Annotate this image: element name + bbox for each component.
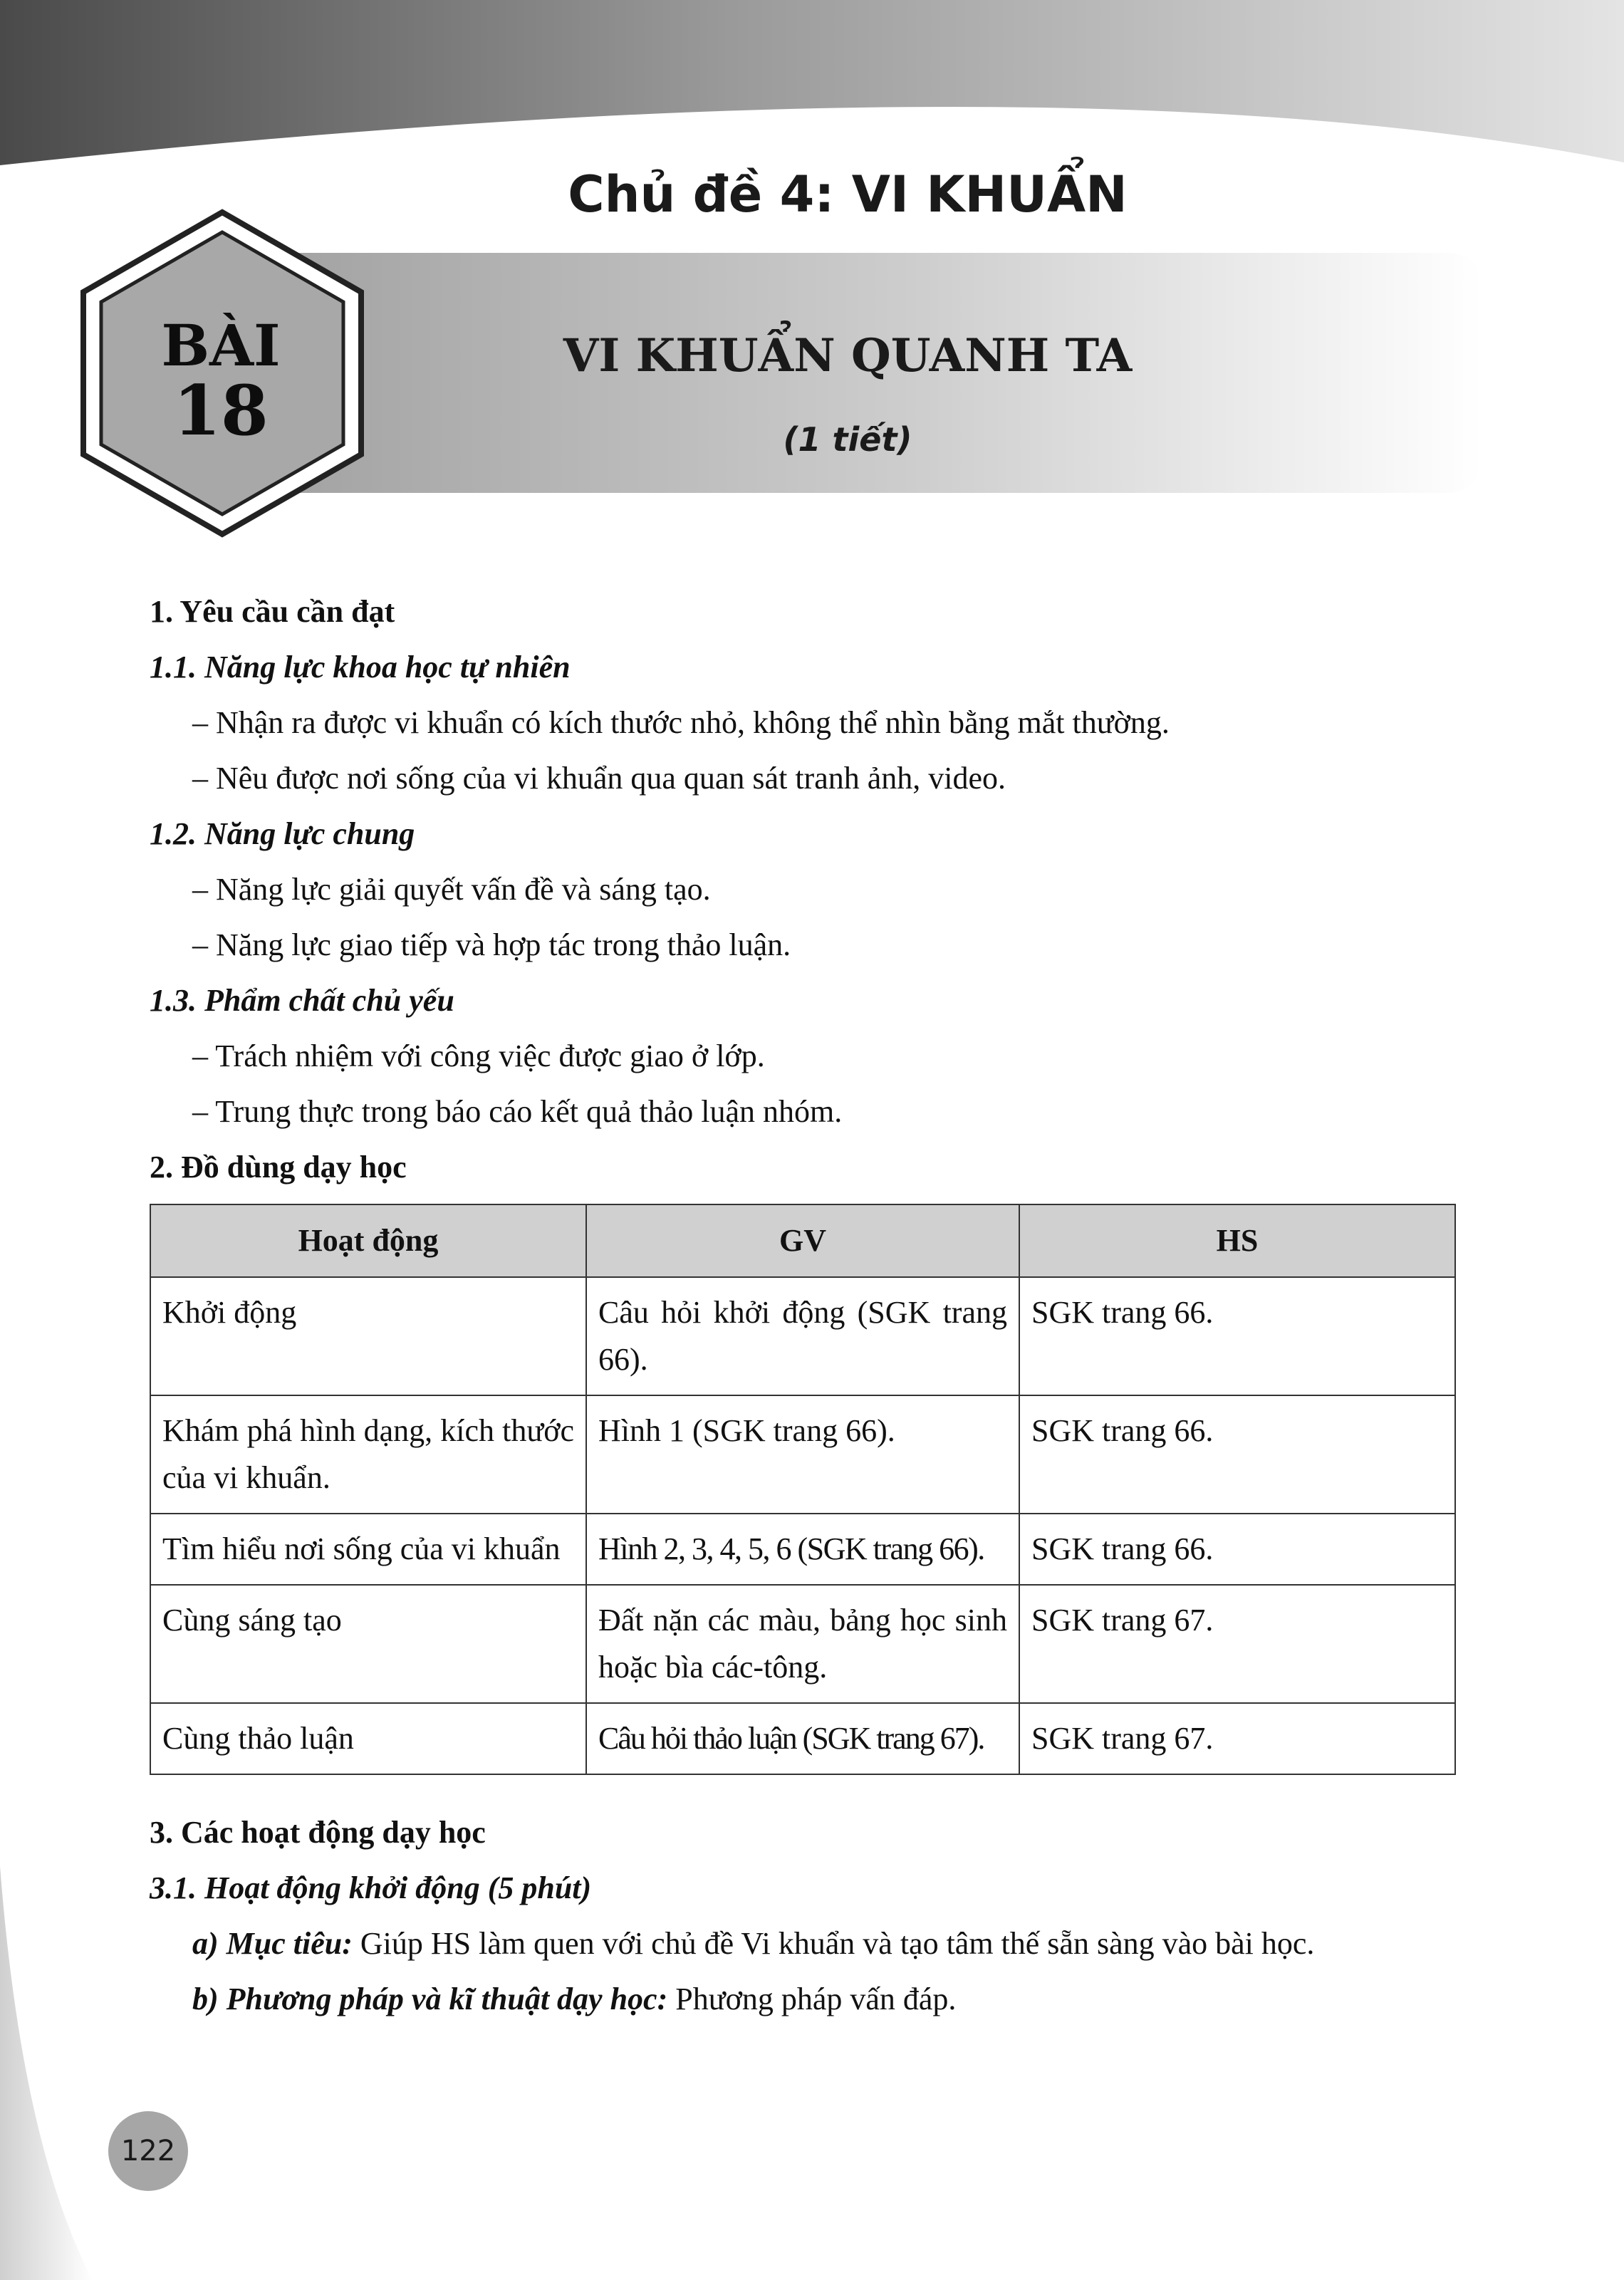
- table-cell: Câu hỏi khởi động (SGK trang 66).: [586, 1277, 1019, 1395]
- method-text: Phương pháp vấn đáp.: [667, 1982, 957, 2016]
- top-swoosh: [0, 0, 1624, 165]
- table-row: [150, 1585, 1455, 1703]
- table-cell: SGK trang 66.: [1019, 1395, 1455, 1514]
- topic-title: Chủ đề 4: VI KHUẨN: [568, 165, 1128, 224]
- page-number: 122: [108, 2111, 188, 2191]
- section-1-heading: 1. Yêu cầu cần đạt: [150, 594, 395, 629]
- table-cell: SGK trang 67.: [1019, 1703, 1455, 1774]
- table-header-cell: HS: [1019, 1204, 1455, 1277]
- table-row: [150, 1395, 1455, 1514]
- bullet-item: – Nhận ra được vi khuẩn có kích thước nhỏ, không thể nhìn bằng mắt thường.: [192, 705, 1170, 740]
- bullet-item: – Trung thực trong báo cáo kết quả thảo luận nhóm.: [192, 1094, 843, 1129]
- method-label: b) Phương pháp và kĩ thuật dạy học:: [192, 1982, 668, 2016]
- table-cell: SGK trang 66.: [1019, 1514, 1455, 1585]
- lesson-title: VI KHUẨN QUANH TA: [563, 329, 1133, 382]
- table-header-cell: GV: [586, 1204, 1019, 1277]
- bullet-item: – Nêu được nơi sống của vi khuẩn qua quan sát tranh ảnh, video.: [192, 761, 1006, 796]
- lesson-badge-number: 18: [173, 370, 269, 451]
- lesson-content: [150, 584, 1453, 2027]
- table-cell: Đất nặn các màu, bảng học sinh hoặc bìa các-tông.: [586, 1585, 1019, 1703]
- teaching-materials-table: [150, 1204, 1456, 1775]
- table-cell: SGK trang 67.: [1019, 1585, 1455, 1703]
- section-2-heading: 2. Đồ dùng dạy học: [150, 1150, 407, 1185]
- lesson-duration: (1 tiết): [783, 420, 912, 459]
- table-cell: Hình 1 (SGK trang 66).: [586, 1395, 1019, 1514]
- table-cell: Khởi động: [150, 1277, 586, 1395]
- table-row: [150, 1277, 1455, 1395]
- section-1-3-heading: 1.3. Phẩm chất chủ yếu: [150, 983, 454, 1018]
- left-side-curve: [0, 1866, 93, 2280]
- section-3-heading: 3. Các hoạt động dạy học: [150, 1815, 486, 1850]
- table-cell: Tìm hiểu nơi sống của vi khuẩn: [150, 1514, 586, 1585]
- table-cell: Câu hỏi thảo luận (SGK trang 67).: [586, 1703, 1019, 1774]
- table-cell: Cùng thảo luận: [150, 1703, 586, 1774]
- section-3-1-heading: 3.1. Hoạt động khởi động (5 phút): [150, 1870, 592, 1905]
- objective-label: a) Mục tiêu:: [192, 1926, 353, 1961]
- table-cell: Khám phá hình dạng, kích thước của vi khuẩn.: [150, 1395, 586, 1514]
- lesson-badge-label: BÀI: [161, 312, 281, 379]
- section-1-2-heading: 1.2. Năng lực chung: [150, 816, 415, 851]
- table-row: [150, 1703, 1455, 1774]
- table-cell: Hình 2, 3, 4, 5, 6 (SGK trang 66).: [586, 1514, 1019, 1585]
- table-row: [150, 1514, 1455, 1585]
- bullet-item: – Năng lực giao tiếp và hợp tác trong thảo luận.: [192, 927, 791, 962]
- objective-text: Giúp HS làm quen với chủ đề Vi khuẩn và tạo tâm thế sẵn sàng vào bài học.: [352, 1926, 1315, 1961]
- bullet-item: – Trách nhiệm với công việc được giao ở lớp.: [192, 1039, 765, 1073]
- table-header-cell: Hoạt động: [150, 1204, 586, 1277]
- bullet-item: – Năng lực giải quyết vấn đề và sáng tạo.: [192, 872, 711, 907]
- section-1-1-heading: 1.1. Năng lực khoa học tự nhiên: [150, 650, 571, 684]
- objective-paragraph: [150, 1916, 1453, 1972]
- table-header-row: [150, 1204, 1455, 1277]
- method-paragraph: [150, 1972, 1453, 2027]
- table-cell: SGK trang 66.: [1019, 1277, 1455, 1395]
- table-cell: Cùng sáng tạo: [150, 1585, 586, 1703]
